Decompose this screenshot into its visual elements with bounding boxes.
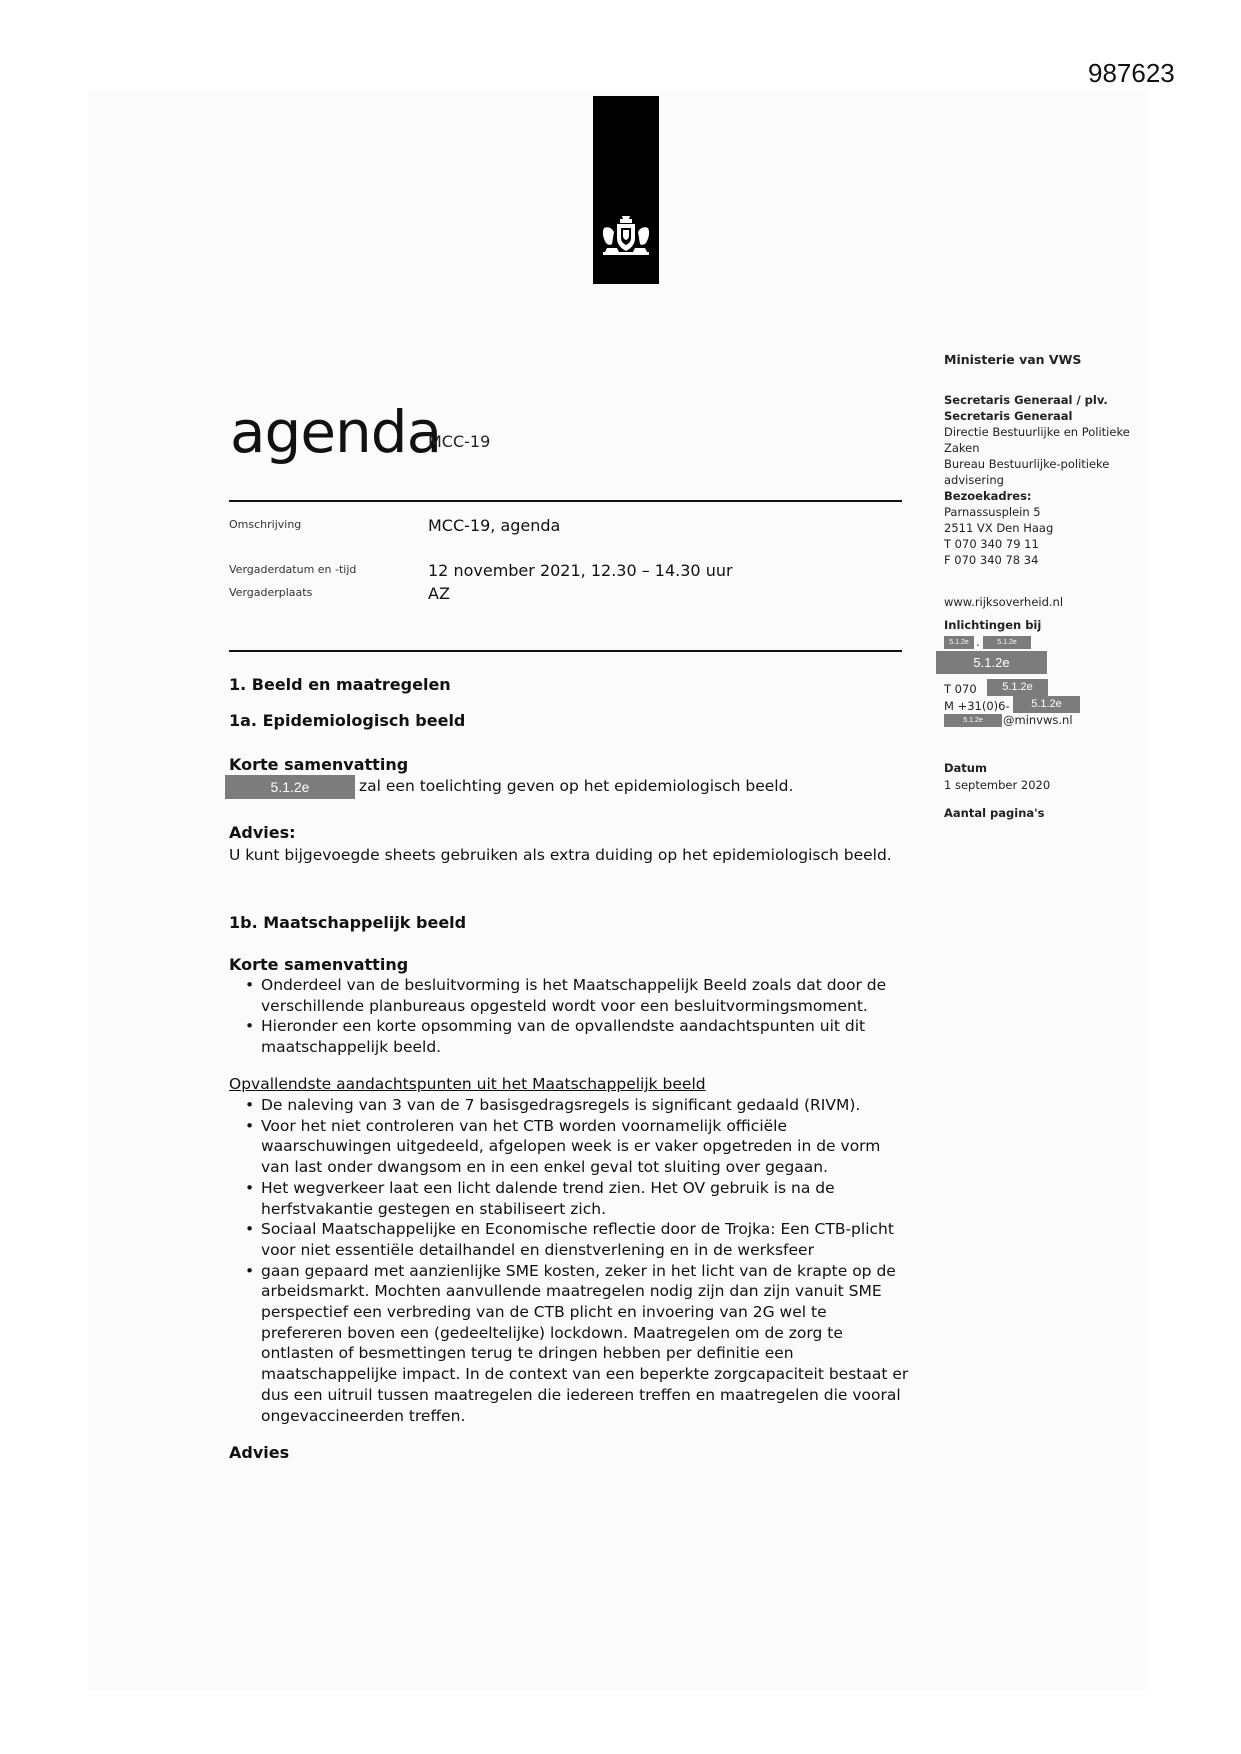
korte-samenvatting-heading: Korte samenvatting [229,955,409,974]
ministry-name: Ministerie van VWS [944,352,1082,367]
redaction-block: 5.1.2e [983,636,1031,649]
redaction-block: 5.1.2e [936,651,1047,674]
vergaderplaats-value: AZ [428,584,450,603]
vergaderdatum-value: 12 november 2021, 12.30 – 14.30 uur [428,561,733,580]
list-item: • Hieronder een korte opsomming van de opvallendste aandachtspunten uit dit maatschappelijk beeld. [229,1016,909,1057]
directie-line-1: Directie Bestuurlijke en Politieke [944,425,1130,439]
address-line-2: 2511 VX Den Haag [944,521,1054,535]
page-title: agenda [230,398,442,466]
list-item: • Voor het niet controleren van het CTB worden voornamelijk officiële waarschuwingen uitgedeeld, afgelopen week is er vaker opgetreden in de vorm van last onder dwangsom en in een enkel geval tot sluiting over gegaan. [229,1116,909,1178]
opvallendste-heading: Opvallendste aandachtspunten uit het Maatschappelijk beeld [229,1075,706,1093]
subsection-heading: 1b. Maatschappelijk beeld [229,913,467,932]
website-link[interactable]: www.rijksoverheid.nl [944,595,1064,609]
list-item: • Onderdeel van de besluitvorming is het Maatschappelijk Beeld zoals dat door de verschillende planbureaus opgesteld wordt voor een besluitvormingsmoment. [229,975,909,1016]
subsection-heading: 1a. Epidemiologisch beeld [229,711,466,730]
separator-dot: . [976,635,980,649]
phone: T 070 340 79 11 [944,537,1039,551]
list-item: • De naleving van 3 van de 7 basisgedragsregels is significant gedaald (RIVM). [229,1095,909,1116]
email-suffix: @minvws.nl [1003,713,1073,727]
epi-summary-text: zal een toelichting geven op het epidemiologisch beeld. [359,777,794,795]
sg-line-1: Secretaris Generaal / plv. [944,393,1108,407]
vergaderplaats-label: Vergaderplaats [229,586,313,599]
bezoekadres-label: Bezoekadres: [944,489,1032,503]
address-line-1: Parnassusplein 5 [944,505,1041,519]
list-item: • Sociaal Maatschappelijke en Economische reflectie door de Trojka: Een CTB-plicht voor niet essentiële detailhandel en dienstverlening en in de werksfeer [229,1219,909,1260]
redaction-block: 5.1.2e [225,775,355,799]
page-subtitle: MCC-19 [428,432,491,451]
datum-value: 1 september 2020 [944,778,1051,792]
fax: F 070 340 78 34 [944,553,1039,567]
summary-list [229,975,909,1058]
vergaderdatum-label: Vergaderdatum en -tijd [229,563,357,576]
redaction-block: 5.1.2e [944,714,1002,727]
mobile-prefix: M +31(0)6- [944,699,1010,713]
document-number: 987623 [1088,58,1175,88]
divider [229,650,902,652]
omschrijving-value: MCC-19, agenda [428,516,561,535]
datum-label: Datum [944,761,987,775]
redaction-block: 5.1.2e [944,636,974,649]
korte-samenvatting-heading: Korte samenvatting [229,755,409,774]
bureau-line-1: Bureau Bestuurlijke-politieke [944,457,1110,471]
aandachtspunten-list [229,1095,909,1426]
list-item: • Het wegverkeer laat een licht dalende trend zien. Het OV gebruik is na de herfstvakantie gestegen en stabiliseert zich. [229,1178,909,1219]
divider [229,500,902,502]
phone-prefix: T 070 [944,682,977,696]
section-heading: 1. Beeld en maatregelen [229,675,451,694]
inlichtingen-label: Inlichtingen bij [944,618,1042,632]
rijksoverheid-logo [593,96,659,284]
paginas-label: Aantal pagina's [944,806,1045,820]
sg-line-2: Secretaris Generaal [944,409,1073,423]
directie-line-2: Zaken [944,441,980,455]
redaction-block: 5.1.2e [987,679,1048,696]
redaction-block: 5.1.2e [1013,696,1080,713]
advies-text: U kunt bijgevoegde sheets gebruiken als extra duiding op het epidemiologisch beeld. [229,846,892,864]
advies-final-heading: Advies [229,1443,290,1462]
list-item: • gaan gepaard met aanzienlijke SME kosten, zeker in het licht van de krapte op de arbeidsmarkt. Mochten aanvullende maatregelen nodig zijn dan zijn vanuit SME perspectief een verbreding van de CTB plicht en invoering van 2G wel te prefereren boven een (gedeeltelijke) lockdown. Maatregelen om de zorg te ontlasten of besmettingen terug te dringen hebben per definitie een maatschappelijke impact. In de context van een beperkte zorgcapaciteit bestaat er dus een uitruil tussen maatregelen die iedereen treffen en maatregelen die vooral ongevaccineerden treffen. [229,1261,909,1427]
sidebar-org [944,392,1130,568]
bureau-line-2: advisering [944,473,1004,487]
advies-heading: Advies: [229,823,296,842]
coat-of-arms-icon [601,214,651,258]
omschrijving-label: Omschrijving [229,518,302,531]
